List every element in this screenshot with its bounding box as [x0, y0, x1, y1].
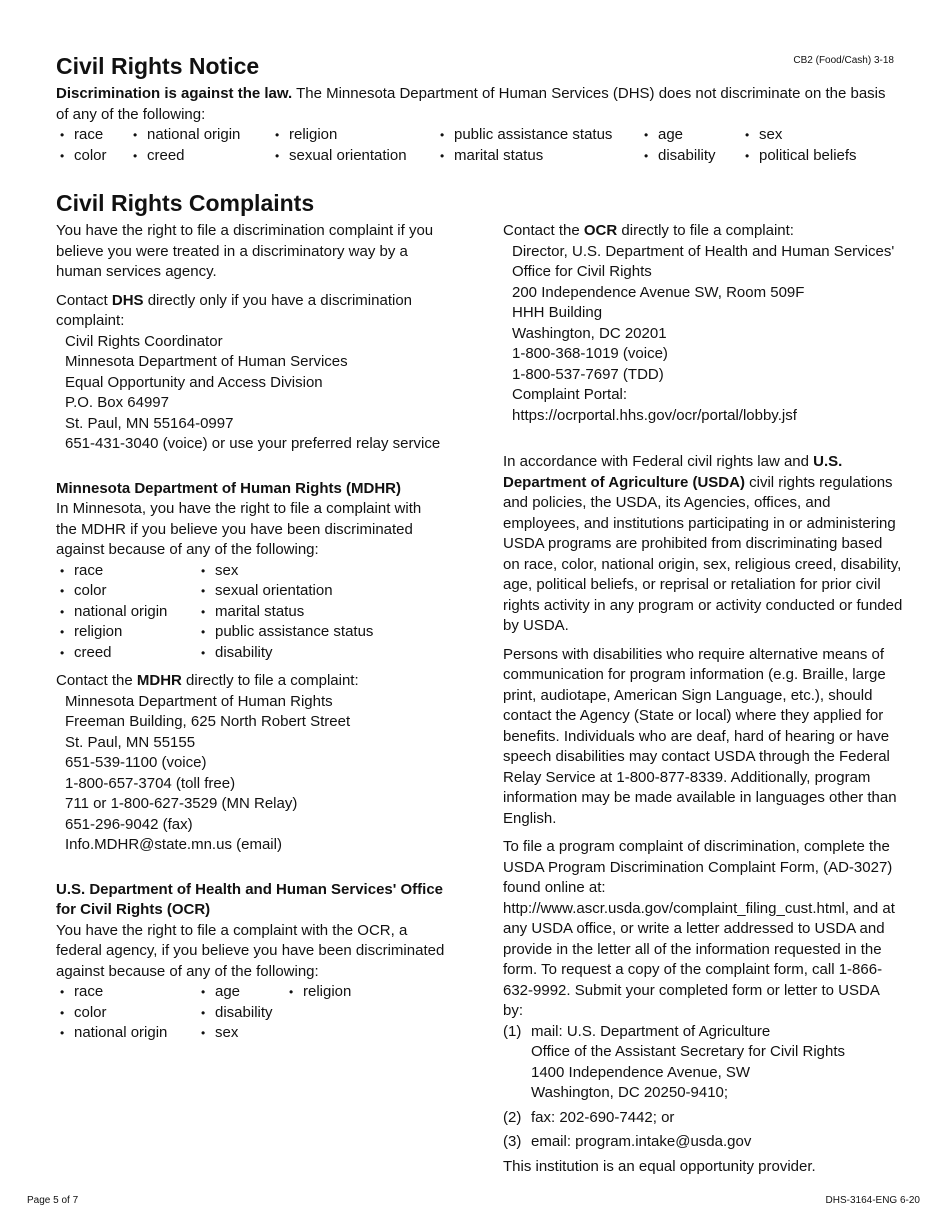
notice-text: The Minnesota Department of Human Services (DHS) does not discriminate on the basis of any of the following: — [56, 85, 886, 123]
notice-intro — [56, 84, 898, 125]
list-item: • national origin — [60, 1023, 201, 1044]
list-item: • public assistance status — [440, 125, 612, 146]
mdhr-contact: Contact the MDHR directly to file a complaint: — [56, 672, 359, 689]
list-item: • race — [60, 125, 107, 146]
list-item: • sex — [201, 1023, 289, 1044]
list-item: (3) email: program.intake@usda.gov — [503, 1133, 752, 1150]
list-item: • religion — [60, 622, 201, 643]
list-item: • age — [644, 125, 716, 146]
right-column — [503, 221, 903, 1177]
complaints-intro: You have the right to file a discrimination complaint if you believe you were treated in a discriminatory way by a human services agency. — [56, 222, 434, 280]
ocr-intro: You have the right to file a complaint with the OCR, a federal agency, if you believe you have been discriminated against because of any of the following: — [56, 921, 445, 980]
notice-lead: Discrimination is against the law. — [56, 85, 293, 102]
list-item: • marital status — [440, 146, 612, 167]
list-item: • color — [60, 1003, 201, 1024]
list-item: • national origin — [133, 125, 240, 146]
form-code: CB2 (Food/Cash) 3-18 — [793, 55, 894, 66]
usda-closing: This institution is an equal opportunity provider. — [503, 1157, 816, 1175]
list-item: • creed — [60, 643, 201, 664]
list-item: • age — [201, 982, 289, 1003]
ocr-bases-list — [60, 982, 446, 1044]
ocr-address: Director, U.S. Department of Health and Human Services' Office for Civil Rights 200 Independence Avenue SW, Room 509F HHH Building Washington, DC 20201 1-800-368-1019 (voice) 1-800-537-7697 (TDD) Complaint Portal: https://ocrportal.hhs.gov/ocr/portal/lobby.jsf — [512, 242, 895, 424]
usda-statement: In accordance with Federal civil rights law and U.S. Department of Agriculture (USDA) civil rights regulations and policies, the USDA, its Agencies, offices, and employees, and institutions participating in or administering USDA programs are prohibited from discriminating based on race, color, national origin, sex, religious creed, disability, age, political beliefs, or reprisal or retaliation for prior civil rights activity in any program or activity conducted or funded by USDA. — [503, 453, 903, 634]
document-code: DHS-3164-ENG 6-20 — [825, 1195, 920, 1206]
ocr-heading: U.S. Department of Health and Human Services' Office for Civil Rights (OCR) — [56, 880, 443, 918]
usda-disabilities: Persons with disabilities who require alternative means of communication for program information (e.g. Braille, large print, audiotape, American Sign Language, etc.), should contact the Agency (State or local) where they applied for benefits. Individuals who are deaf, hard of hearing or have speech disabilities may contact USDA through the Federal Relay Service at 1-800-877-8339. Additionally, program information may be made available in languages other than English. — [503, 645, 897, 827]
dhs-contact: Contact DHS directly only if you have a discrimination complaint: — [56, 291, 413, 329]
page-title: Civil Rights Notice — [56, 53, 260, 79]
list-item: • national origin — [60, 602, 201, 623]
bases-column — [275, 125, 407, 166]
list-item: • religion — [275, 125, 407, 146]
list-item: • religion — [289, 982, 409, 1003]
list-item: • sex — [745, 125, 857, 146]
list-item: • public assistance status — [201, 622, 441, 643]
mdhr-bases-list — [60, 561, 446, 664]
bases-column — [745, 125, 857, 166]
mdhr-intro: In Minnesota, you have the right to file a complaint with the MDHR if you believe you have been discriminated against because of any of the following: — [56, 500, 422, 558]
list-item: • marital status — [201, 602, 441, 623]
list-item: • color — [60, 146, 107, 167]
bases-column — [644, 125, 716, 166]
list-item: • disability — [201, 643, 441, 664]
list-item: • sexual orientation — [275, 146, 407, 167]
bases-column — [133, 125, 240, 166]
section-title: Civil Rights Complaints — [56, 190, 315, 216]
list-item: • race — [60, 561, 201, 582]
ocr-contact: Contact the OCR directly to file a complaint: — [503, 222, 794, 239]
mdhr-address: Minnesota Department of Human Rights Freeman Building, 625 North Robert Street St. Paul, MN 55155 651-539-1100 (voice) 1-800-657-3704 (toll free) 711 or 1-800-627-3529 (MN Relay) 651-296-9042 (fax) Info.MDHR@state.mn.us (email) — [65, 692, 351, 853]
page-number: Page 5 of 7 — [27, 1195, 79, 1206]
notice-bases-list — [60, 125, 900, 167]
left-column — [56, 221, 446, 1044]
list-item: • creed — [133, 146, 240, 167]
bases-column — [60, 125, 107, 166]
usda-file-complaint: To file a program complaint of discrimination, complete the USDA Program Discrimination Complaint Form, (AD-3027) found online at: http://www.ascr.usda.gov/complaint_filing_cust.html, and at any USDA office, or write a letter addressed to USDA and provide in the letter all of the information requested in the form. To request a copy of the complaint form, call 1-866- 632-9992. Submit your completed form or letter to USDA by: — [503, 838, 895, 1019]
list-item: (2) fax: 202-690-7442; or — [503, 1108, 675, 1126]
list-item: • disability — [201, 1003, 289, 1024]
mdhr-heading: Minnesota Department of Human Rights (MDHR) — [56, 479, 401, 497]
list-item: • sexual orientation — [201, 581, 441, 602]
list-item: • color — [60, 581, 201, 602]
usda-methods-list — [503, 1022, 903, 1153]
dhs-address: Civil Rights Coordinator Minnesota Department of Human Services Equal Opportunity and Access Division P.O. Box 64997 St. Paul, MN 55164-0997 651-431-3040 (voice) or use your preferred relay service — [65, 332, 441, 452]
list-item: (1) mail: U.S. Department of Agriculture Office of the Assistant Secretary for Civil Rights 1400 Independence Avenue, SW Washington, DC 20250-9410; — [503, 1022, 846, 1101]
list-item: • disability — [644, 146, 716, 167]
list-item: • sex — [201, 561, 441, 582]
bases-column — [440, 125, 612, 166]
list-item: • race — [60, 982, 201, 1003]
list-item: • political beliefs — [745, 146, 857, 167]
